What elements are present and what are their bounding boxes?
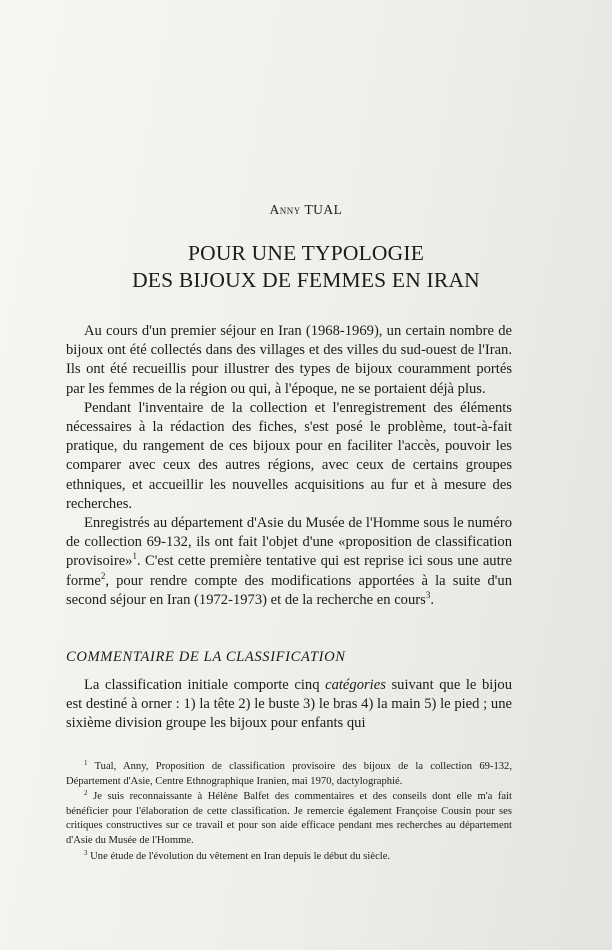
paragraph-3 [66,514,512,610]
footnote-ref-2: 2 [100,570,106,581]
paragraph-2: Pendant l'inventaire de la collection et l'enregistrement des éléments nécessaires à la rédaction des fiches, s'est posé le problème, tout-à-fait pratique, du rangement de ces bijoux pour en faciliter l'accès, pouvoir les comparer avec ceux des autres régions, avec ceux de certains groupes ethniques, et accueillir les nouvelles acquisitions au fur et à mesure des recherches. [66,399,512,512]
title-line-2: DES BIJOUX DE FEMMES EN IRAN [132,268,480,292]
footnote-2-number: 2 [84,789,88,798]
author-name [0,202,612,218]
footnote-1-text: Tual, Anny, Proposition de classification provisoire des bijoux de la collection 69-132, Département d'Asie, Centre Ethnographique Iranien, mai 1970, dactylographié. [66,761,512,787]
paragraph-3-text-b: . C'est cette première tentative qui est reprise ici sous une autre forme [66,553,512,589]
section-body [66,676,512,734]
paragraph-3-text-c: , pour rendre compte des modifications apportées à la suite d'un second séjour en Iran (1972-1973) et de la recherche en cours [66,572,512,608]
footnote-ref-1: 1 [132,551,137,562]
article-title [0,240,612,294]
article-body [66,322,512,610]
section-paragraph [66,676,512,734]
footnote-2 [66,790,512,848]
footnote-3-number: 3 [84,848,88,857]
author-last-name: TUAL [304,202,343,217]
footnote-2-text: Je suis reconnaissante à Hélène Balfet des commentaires et des conseils dont elle m'a fait bénéficier pour l'élaboration de cette classification. Je remercie également Françoise Cousin pour ses critiques constructives sur ce travail et pour son aide efficace pendant mes recherches au département d'Asie du Musée de l'Homme. [66,791,513,846]
footnotes [66,760,512,865]
paragraph-3-text-a: Enregistrés au département d'Asie du Musée de l'Homme sous le numéro de collection 69-132, ils ont fait l'objet d'une «proposition de classification provisoire» [66,515,512,570]
section-paragraph-text-a: La classification initiale comporte cinq [84,677,326,693]
footnote-ref-3: 3 [425,589,431,600]
section-heading: COMMENTAIRE DE LA CLASSIFICATION [66,649,346,665]
footnote-3 [66,850,512,865]
footnote-1-number: 1 [84,759,88,767]
footnote-1 [66,760,512,789]
author-first-name: Anny [269,202,301,217]
paragraph-1: Au cours d'un premier séjour en Iran (1968-1969), un certain nombre de bijoux ont été collectés dans des villages et des villes du sud-ouest de l'Iran. Ils ont été recueillis pour illustrer des types de bijoux couramment portés par les femmes de la région ou qui, à l'époque, ne se portaient déjà plus. [66,323,512,397]
section-paragraph-emphasis: catégories [325,677,386,693]
title-line-1: POUR UNE TYPOLOGIE [187,241,425,265]
paragraph-3-text-d: . [430,591,434,608]
footnote-3-text: Une étude de l'évolution du vêtement en Iran depuis le début du siècle. [90,850,391,862]
section-paragraph-text-b: suivant que le bijou est destiné à orner : 1) la tête 2) le buste 3) le bras 4) la main 5) le pied ; une sixième division groupe les bijoux pour enfants qui [66,677,512,732]
